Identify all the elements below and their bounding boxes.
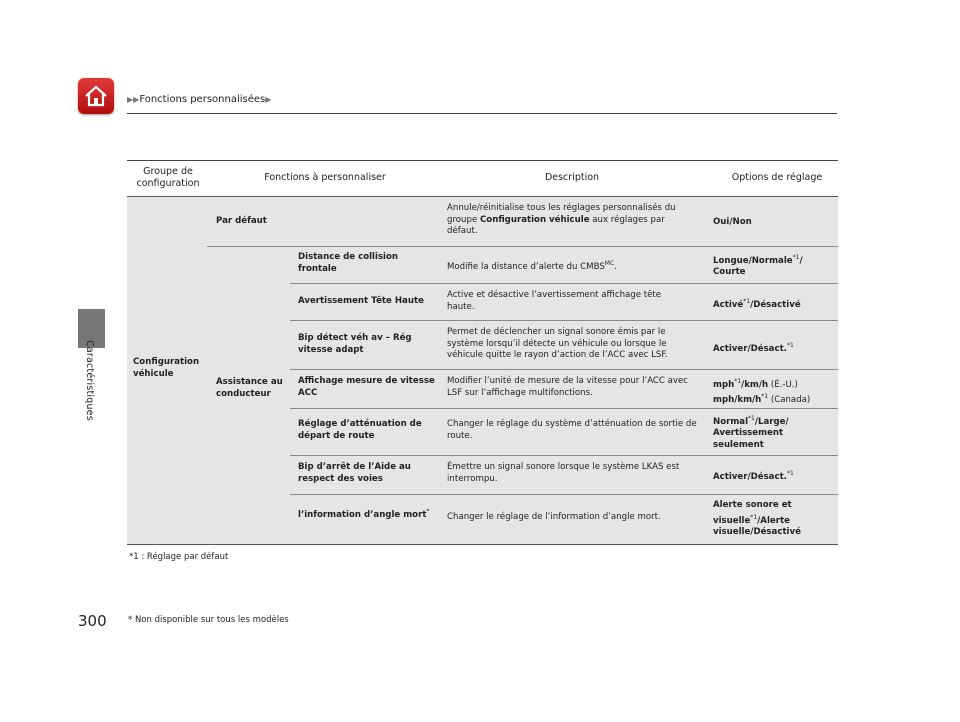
function-default: Par défaut: [216, 216, 267, 226]
row-divider: [290, 320, 838, 321]
desc-row: Active et désactive l’avertissement affichage tête haute.: [447, 290, 662, 312]
function-row: Bip d’arrêt de l’Aide au respect des voies: [298, 462, 411, 484]
home-icon: [82, 82, 110, 110]
desc-row: Modifie la distance d’alerte du $CMBS^{MC}$.: [447, 260, 617, 272]
breadcrumb[interactable]: [127, 94, 271, 105]
header-group: Groupe de configuration: [136, 166, 200, 189]
header-divider: [127, 113, 837, 114]
sidebar-label-wrap: [84, 340, 98, 430]
option-row: Activer/Désact.$^{*1}$: [713, 342, 794, 354]
option-row: Activé$^{*1}$/Désactivé: [713, 298, 801, 310]
desc-row: Émettre un signal sonore lorsque le système LKAS est interrompu.: [447, 462, 680, 484]
option-row: Alerte sonore et visuelle$^{*1}$/Alerte visuelle/Désactivé: [713, 500, 801, 537]
desc-row: Changer le réglage de l’information d’angle mort.: [447, 512, 661, 522]
desc-row: Modifier l’unité de mesure de la vitesse pour l’ACC avec LSF sur l’affichage multifonctions.: [447, 376, 689, 398]
function-row: Distance de collision frontale: [298, 252, 399, 274]
function-row: l’information d’angle mort*: [298, 508, 430, 520]
page-number: 300: [78, 612, 107, 630]
row-divider: [290, 408, 838, 409]
row-divider: [290, 494, 838, 495]
desc-row: Changer le réglage du système d’atténuation de sortie de route.: [447, 419, 697, 441]
option-default: Oui/Non: [713, 217, 752, 227]
table-body: [127, 196, 838, 545]
row-divider: [290, 369, 838, 370]
row-divider: [207, 246, 838, 247]
desc-row: Permet de déclencher un signal sonore émis par le système lorsqu’il détecte un véhicule ou lorsque le véhicule quitte le rayon d’action de l’ACC avec LSF.: [447, 327, 668, 360]
availability-footnote: * Non disponible sur tous les modèles: [128, 615, 289, 625]
function-row: Avertissement Tête Haute: [298, 296, 424, 306]
function-row: Bip détect véh av – Rég vitesse adapt: [298, 333, 412, 355]
row-divider: [290, 455, 838, 456]
header-options: Options de réglage: [731, 172, 823, 183]
option-row: Activer/Désact.$^{*1}$: [713, 470, 794, 482]
breadcrumb-arrows: ▶▶: [127, 95, 140, 104]
subgroup-name: Assistance au conducteur: [216, 377, 283, 399]
option-row: Longue/Normale$^{*1}$/ Courte: [713, 254, 803, 278]
default-setting-note: *1 : Réglage par défaut: [129, 552, 229, 562]
function-row: Réglage d’atténuation de départ de route: [298, 419, 422, 441]
row-divider: [290, 283, 838, 284]
option-row: Normal$^{*1}$/Large/ Avertissement seulement: [713, 415, 789, 450]
sidebar-label: Caractéristiques: [84, 340, 95, 421]
header-top-line: [127, 160, 838, 161]
function-row: Affichage mesure de vitesse ACC: [298, 376, 435, 398]
breadcrumb-section[interactable]: Fonctions personnalisées: [139, 94, 266, 105]
header-functions: Fonctions à personnaliser: [264, 172, 386, 183]
home-button[interactable]: [78, 78, 114, 114]
breadcrumb-end-arrow: ▶: [265, 95, 272, 104]
header-description: Description: [544, 172, 600, 183]
group-name: Configuration véhicule: [133, 357, 200, 379]
option-row: mph$^{*1}$/km/h (É.-U.) mph/$km/h^{*1}$ (Canada): [713, 378, 811, 406]
desc-default: Annule/réinitialise tous les réglages personnalisés du groupe Configuration véhicule aux réglages par défaut.: [447, 203, 676, 236]
